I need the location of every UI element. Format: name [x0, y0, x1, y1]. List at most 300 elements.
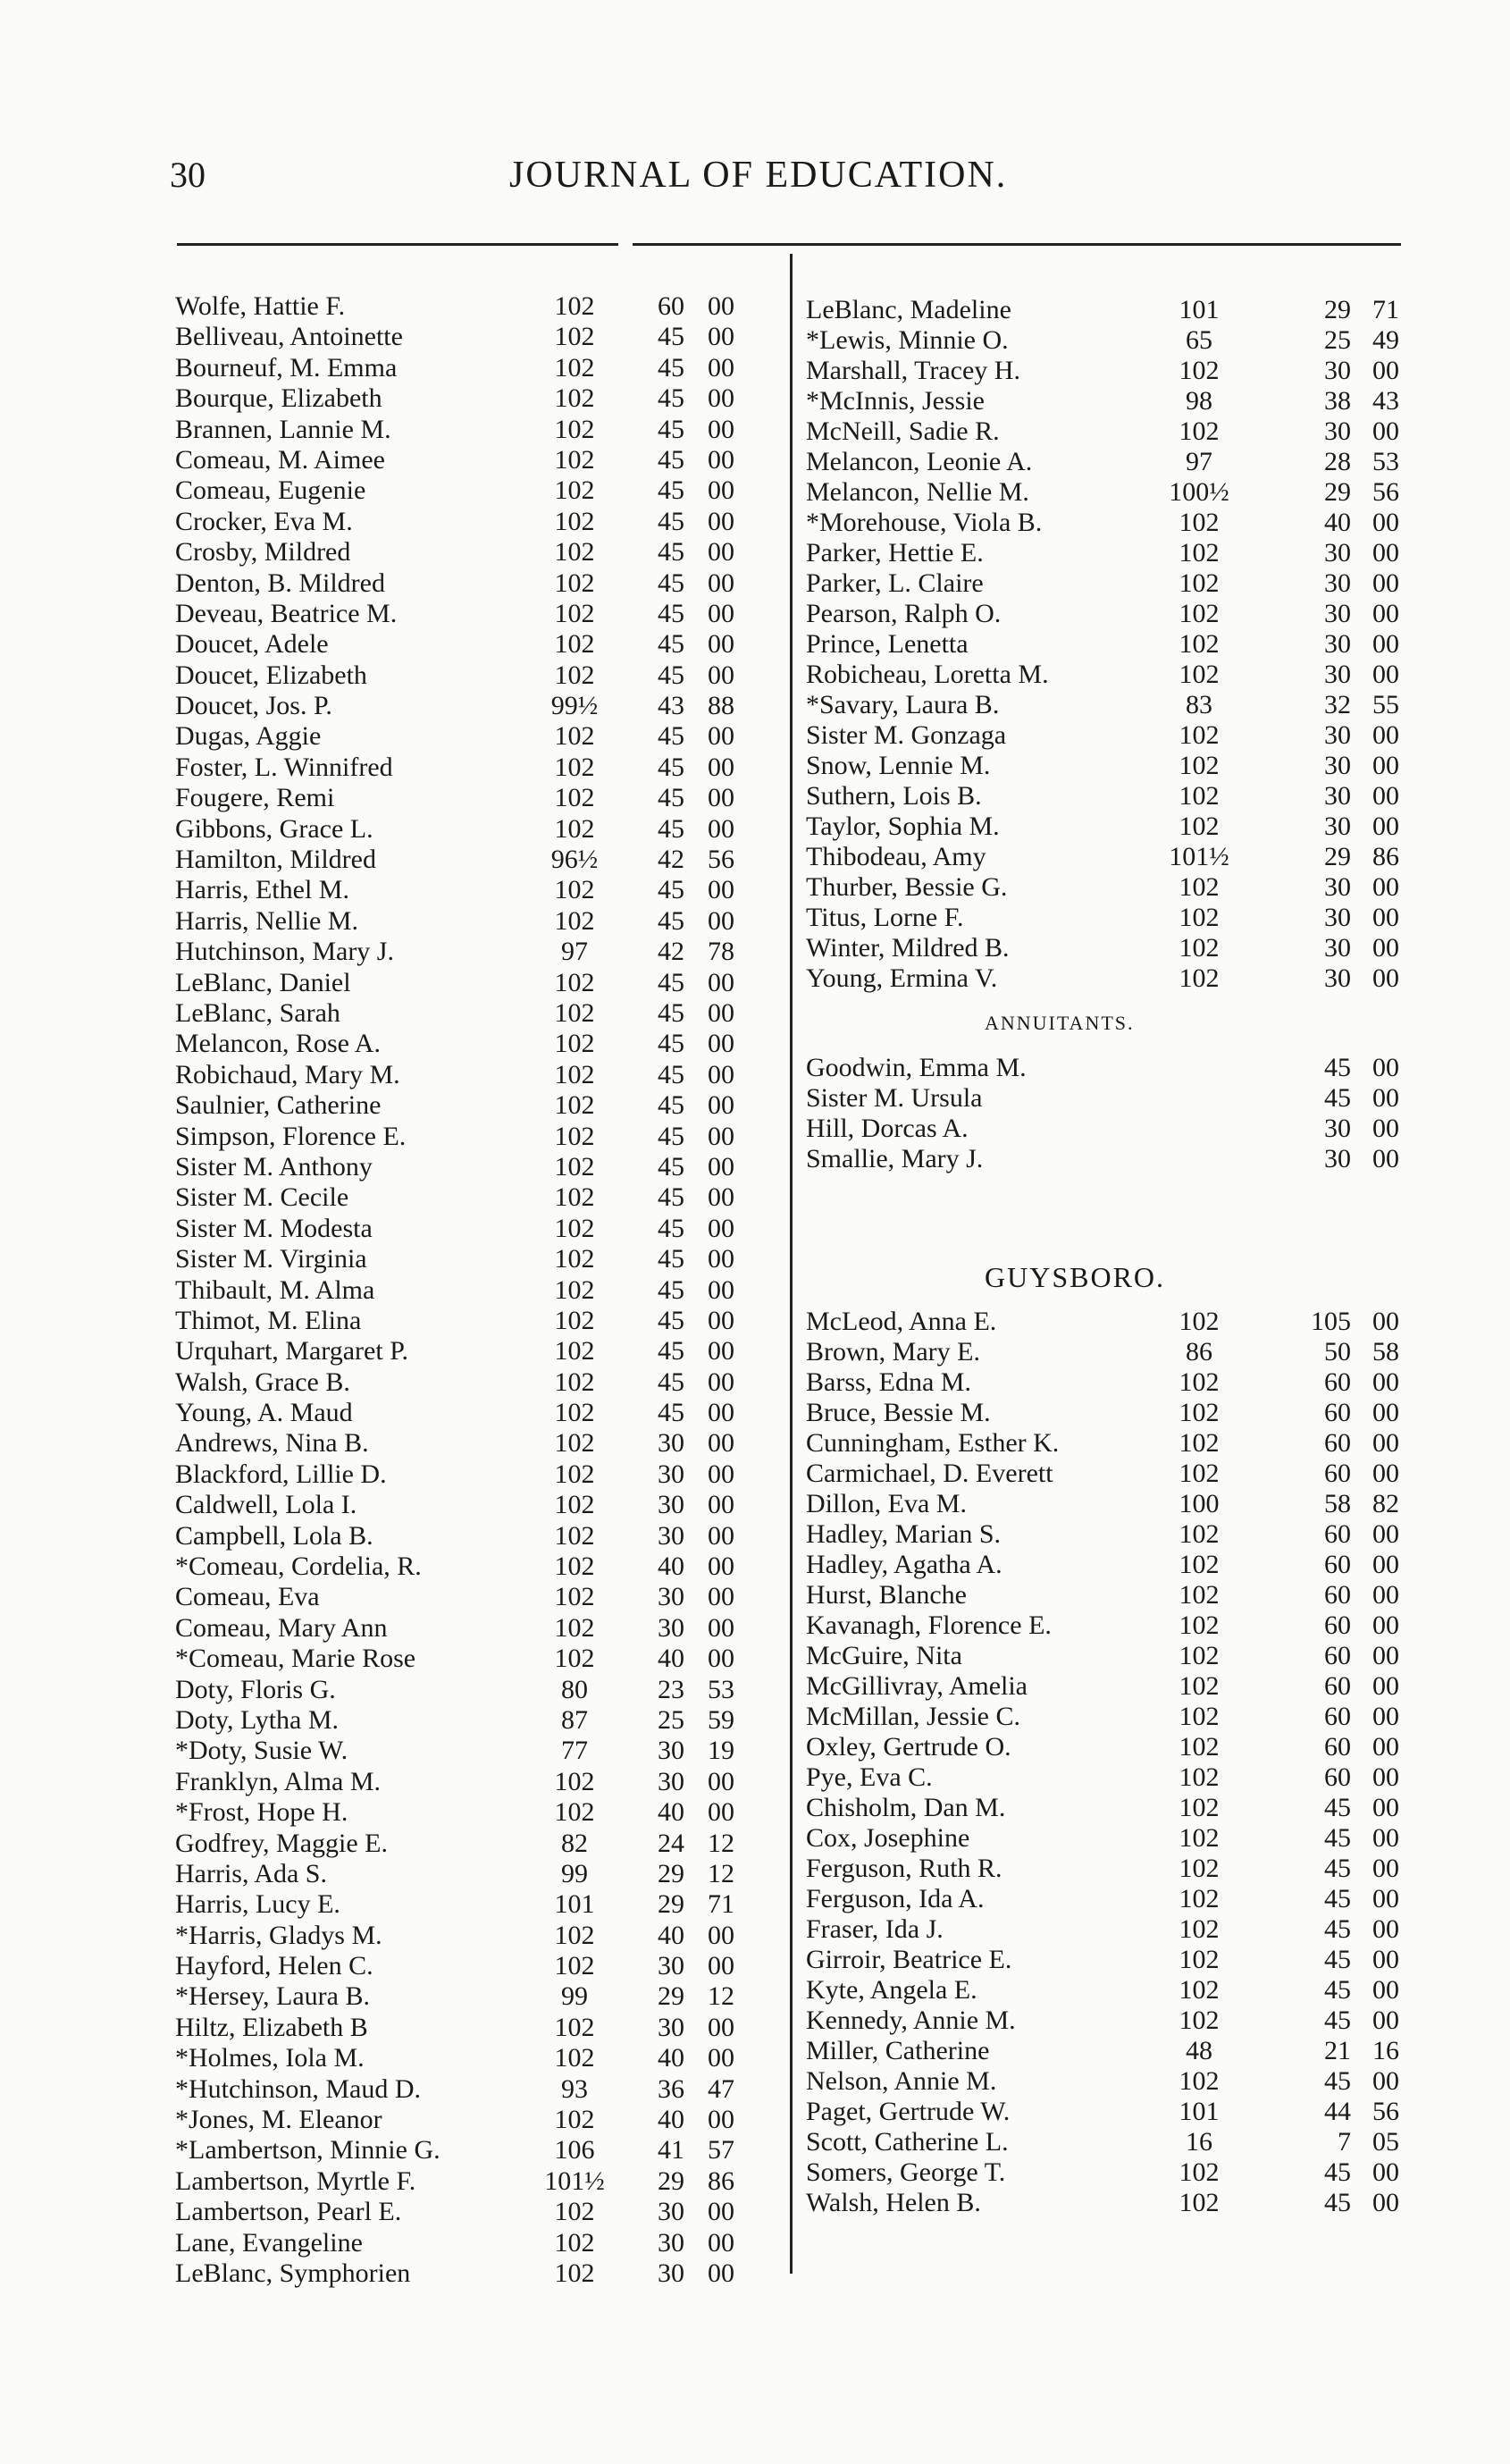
grant-dollars: 60: [658, 291, 684, 321]
teacher-name: Chisholm, Dan M.: [806, 1793, 1006, 1822]
teacher-row: [806, 1337, 1414, 1367]
grant-cents: 00: [1372, 1762, 1399, 1792]
grant-cents: 00: [1372, 1053, 1399, 1082]
grant-dollars: 45: [658, 322, 684, 352]
grant-dollars: 45: [658, 1182, 684, 1213]
days-taught: 102: [1179, 1580, 1220, 1610]
grant-dollars: 45: [658, 1398, 684, 1428]
teacher-name: *McInnis, Jessie: [806, 386, 985, 416]
teacher-name: Scott, Catherine L.: [806, 2127, 1009, 2157]
teacher-row: [175, 322, 772, 352]
teacher-name: LeBlanc, Daniel: [175, 967, 351, 997]
grant-cents: 00: [1372, 629, 1399, 659]
teacher-name: Pye, Eva C.: [806, 1762, 933, 1792]
grant-cents: 00: [708, 291, 734, 321]
teacher-name: Dugas, Aggie: [175, 721, 322, 752]
header-rule-right: [633, 243, 1401, 246]
grant-cents: 00: [1372, 1854, 1399, 1883]
grant-cents: 49: [1372, 325, 1399, 355]
grant-dollars: 105: [1311, 1307, 1351, 1336]
grant-cents: 00: [708, 1059, 734, 1089]
days-taught: 102: [554, 1552, 595, 1582]
grant-cents: 00: [708, 1213, 734, 1243]
teacher-row: [175, 1889, 772, 1920]
teacher-name: Foster, L. Winnifred: [175, 752, 393, 782]
teacher-row: [806, 447, 1414, 477]
grant-dollars: 45: [658, 1090, 684, 1121]
grant-cents: 00: [1372, 1914, 1399, 1944]
teacher-row: [175, 814, 772, 845]
grant-cents: 00: [708, 2227, 734, 2258]
teacher-name: *Hutchinson, Maud D.: [175, 2073, 421, 2104]
grant-dollars: 42: [658, 845, 684, 875]
teacher-name: Kyte, Angela E.: [806, 1975, 977, 2005]
grant-cents: 00: [1372, 2188, 1399, 2217]
days-taught: 102: [1179, 1793, 1220, 1822]
teacher-name: Suthern, Lois B.: [806, 781, 982, 811]
days-taught: 102: [554, 1151, 595, 1182]
days-taught: 65: [1186, 325, 1212, 355]
teacher-row: [175, 875, 772, 905]
teacher-row: [806, 629, 1414, 660]
teacher-row: [806, 1762, 1414, 1793]
teacher-row: [175, 507, 772, 537]
teacher-name: Gibbons, Grace L.: [175, 813, 373, 844]
grant-cents: 00: [708, 2043, 734, 2073]
teacher-name: Wolfe, Hattie F.: [175, 291, 346, 321]
grant-dollars: 45: [658, 414, 684, 444]
grant-dollars: 45: [1324, 1945, 1351, 1974]
teacher-name: Fougere, Remi: [175, 783, 335, 813]
teacher-name: LeBlanc, Symphorien: [175, 2258, 411, 2288]
grant-dollars: 45: [658, 568, 684, 598]
days-taught: 102: [1179, 1459, 1220, 1488]
teacher-name: Ferguson, Ruth R.: [806, 1854, 1002, 1883]
days-taught: 101: [1179, 2097, 1220, 2126]
days-taught: 101½: [1169, 842, 1229, 871]
grant-dollars: 30: [1324, 599, 1351, 628]
grant-dollars: 60: [1324, 1519, 1351, 1549]
teacher-name: *Savary, Laura B.: [806, 690, 1000, 719]
days-taught: 102: [1179, 1671, 1220, 1701]
grant-cents: 00: [708, 444, 734, 475]
teacher-name: *Doty, Susie W.: [175, 1736, 348, 1766]
teacher-row: [175, 1829, 772, 1859]
grant-cents: 00: [708, 1582, 734, 1612]
grant-dollars: 60: [1324, 1732, 1351, 1762]
grant-cents: 00: [708, 813, 734, 844]
grant-dollars: 60: [1324, 1398, 1351, 1427]
teacher-row: [806, 568, 1414, 599]
grant-cents: 00: [708, 322, 734, 352]
grant-cents: 58: [1372, 1337, 1399, 1367]
grant-dollars: 45: [1324, 1793, 1351, 1822]
grant-cents: 00: [708, 1244, 734, 1274]
days-taught: 102: [1179, 720, 1220, 750]
teacher-row: [175, 445, 772, 475]
grant-cents: 00: [708, 2012, 734, 2042]
days-taught: 102: [1179, 781, 1220, 811]
grant-cents: 00: [708, 1552, 734, 1582]
teacher-name: Walsh, Helen B.: [806, 2188, 981, 2217]
grant-cents: 00: [1372, 1641, 1399, 1670]
days-taught: 102: [1179, 2188, 1220, 2217]
grant-dollars: 60: [1324, 1459, 1351, 1488]
grant-cents: 00: [708, 1920, 734, 1950]
grant-dollars: 45: [1324, 1083, 1351, 1113]
grant-dollars: 45: [658, 629, 684, 660]
grant-dollars: 45: [1324, 1975, 1351, 2005]
grant-cents: 00: [1372, 1144, 1399, 1173]
grant-cents: 00: [708, 1951, 734, 1981]
grant-cents: 00: [1372, 538, 1399, 568]
grant-cents: 00: [708, 1274, 734, 1305]
teacher-row: [175, 2166, 772, 2197]
grant-dollars: 45: [1324, 1053, 1351, 1082]
grant-cents: 71: [1372, 295, 1399, 324]
days-taught: 102: [554, 1582, 595, 1612]
teacher-name: Fraser, Ida J.: [806, 1914, 944, 1944]
days-taught: 102: [554, 1274, 595, 1305]
days-taught: 102: [554, 1490, 595, 1520]
days-taught: 102: [554, 1336, 595, 1367]
grant-dollars: 7: [1338, 2127, 1351, 2157]
grant-dollars: 45: [658, 1121, 684, 1151]
teacher-name: Campbell, Lola B.: [175, 1520, 373, 1551]
days-taught: 102: [554, 2043, 595, 2073]
grant-cents: 00: [1372, 2157, 1399, 2187]
teacher-name: Hiltz, Elizabeth B: [175, 2012, 368, 2042]
grant-dollars: 30: [658, 1428, 684, 1459]
teacher-name: Melancon, Nellie M.: [806, 477, 1029, 507]
teacher-row: [806, 2006, 1414, 2036]
days-taught: 102: [554, 783, 595, 813]
grant-cents: 47: [708, 2073, 734, 2104]
teacher-row: [806, 1398, 1414, 1428]
teacher-row: [806, 690, 1414, 720]
grant-dollars: 30: [1324, 933, 1351, 963]
teacher-name: Doucet, Adele: [175, 629, 329, 660]
grant-cents: 00: [1372, 508, 1399, 537]
days-taught: 102: [1179, 872, 1220, 902]
days-taught: 102: [554, 1428, 595, 1459]
teacher-name: Girroir, Beatrice E.: [806, 1945, 1012, 1974]
grant-dollars: 60: [1324, 1428, 1351, 1458]
teacher-name: Hamilton, Mildred: [175, 845, 376, 875]
days-taught: 102: [1179, 1884, 1220, 1913]
teacher-name: Comeau, Mary Ann: [175, 1612, 388, 1643]
grant-dollars: 29: [658, 1858, 684, 1888]
grant-dollars: 30: [1324, 660, 1351, 689]
days-taught: 102: [1179, 416, 1220, 446]
grant-cents: 00: [708, 2258, 734, 2288]
teacher-name: McGuire, Nita: [806, 1641, 962, 1670]
grant-cents: 00: [1372, 1732, 1399, 1762]
grant-dollars: 43: [658, 691, 684, 721]
teacher-row: [175, 1736, 772, 1766]
days-taught: 102: [1179, 356, 1220, 385]
teacher-name: Melancon, Leonie A.: [806, 447, 1033, 476]
days-taught: 102: [1179, 1641, 1220, 1670]
days-taught: 102: [554, 813, 595, 844]
teacher-row: [175, 1705, 772, 1736]
teacher-row: [175, 2043, 772, 2073]
grant-cents: 00: [1372, 416, 1399, 446]
grant-dollars: 60: [1324, 1367, 1351, 1397]
teacher-row: [175, 1428, 772, 1459]
days-taught: 102: [1179, 2006, 1220, 2035]
grant-cents: 55: [1372, 690, 1399, 719]
teacher-name: Saulnier, Catherine: [175, 1090, 382, 1121]
teacher-name: Carmichael, D. Everett: [806, 1459, 1053, 1488]
days-taught: 102: [554, 322, 595, 352]
days-taught: 100: [1179, 1489, 1220, 1518]
grant-cents: 00: [1372, 1307, 1399, 1336]
teacher-name: Pearson, Ralph O.: [806, 599, 1002, 628]
days-taught: 102: [1179, 1762, 1220, 1792]
teacher-name: Robicheau, Loretta M.: [806, 660, 1049, 689]
grant-cents: 00: [1372, 2066, 1399, 2096]
grant-cents: 88: [708, 691, 734, 721]
teacher-row: [175, 353, 772, 383]
teacher-row: [175, 845, 772, 875]
days-taught: 16: [1186, 2127, 1212, 2157]
grant-cents: 12: [708, 1981, 734, 2012]
teacher-row: [806, 1083, 1414, 1114]
teacher-row: [175, 2105, 772, 2135]
teacher-row: [175, 1797, 772, 1828]
grant-dollars: 32: [1324, 690, 1351, 719]
grant-dollars: 29: [1324, 477, 1351, 507]
teacher-row: [175, 691, 772, 721]
teacher-name: Thimot, M. Elina: [175, 1305, 362, 1335]
teacher-name: Cunningham, Esther K.: [806, 1428, 1060, 1458]
grant-dollars: 60: [1324, 1580, 1351, 1610]
grant-cents: 05: [1372, 2127, 1399, 2157]
grant-cents: 00: [1372, 1083, 1399, 1113]
teacher-name: Ferguson, Ida A.: [806, 1884, 985, 1913]
teacher-row: [175, 599, 772, 629]
teacher-name: Hill, Dorcas A.: [806, 1114, 969, 1143]
days-taught: 102: [554, 444, 595, 475]
teacher-row: [806, 1428, 1414, 1459]
grant-dollars: 30: [1324, 872, 1351, 902]
days-taught: 102: [1179, 1732, 1220, 1762]
grant-cents: 86: [1372, 842, 1399, 871]
teacher-name: Marshall, Tracey H.: [806, 356, 1020, 385]
grant-cents: 00: [708, 660, 734, 690]
days-taught: 102: [554, 905, 595, 936]
days-taught: 102: [1179, 751, 1220, 780]
grant-dollars: 45: [658, 1336, 684, 1367]
grant-dollars: 24: [658, 1828, 684, 1858]
teacher-row: [175, 1582, 772, 1612]
grant-cents: 53: [1372, 447, 1399, 476]
grant-dollars: 45: [658, 660, 684, 690]
teacher-name: Sister M. Anthony: [175, 1151, 373, 1182]
grant-cents: 00: [708, 352, 734, 383]
teacher-row: [806, 1671, 1414, 1702]
grant-cents: 00: [1372, 1610, 1399, 1640]
grant-dollars: 45: [658, 383, 684, 414]
grant-cents: 71: [708, 1889, 734, 1920]
days-taught: 102: [1179, 1823, 1220, 1853]
grant-dollars: 60: [1324, 1671, 1351, 1701]
days-taught: 101: [1179, 295, 1220, 324]
grant-cents: 00: [708, 905, 734, 936]
teacher-name: Barss, Edna M.: [806, 1367, 971, 1397]
days-taught: 102: [554, 721, 595, 752]
teacher-name: Franklyn, Alma M.: [175, 1766, 381, 1796]
grant-cents: 00: [708, 752, 734, 782]
grant-dollars: 45: [658, 1305, 684, 1335]
grant-cents: 12: [708, 1858, 734, 1888]
teacher-row: [806, 1489, 1414, 1519]
teacher-name: Caldwell, Lola I.: [175, 1490, 357, 1520]
column-divider: [790, 254, 793, 2274]
days-taught: 102: [554, 1920, 595, 1950]
days-taught: 102: [554, 875, 595, 905]
grant-dollars: 30: [1324, 416, 1351, 446]
teacher-name: McNeill, Sadie R.: [806, 416, 1000, 446]
days-taught: 102: [554, 1182, 595, 1213]
grant-cents: 00: [708, 967, 734, 997]
grant-dollars: 30: [658, 2012, 684, 2042]
teacher-name: *Morehouse, Viola B.: [806, 508, 1043, 537]
grant-cents: 00: [1372, 1367, 1399, 1397]
days-taught: 102: [554, 1244, 595, 1274]
days-taught: 102: [554, 752, 595, 782]
grant-cents: 00: [1372, 1550, 1399, 1579]
grant-dollars: 45: [658, 721, 684, 752]
teacher-name: Taylor, Sophia M.: [806, 812, 1000, 841]
grant-dollars: 30: [658, 1459, 684, 1489]
teacher-name: Lambertson, Pearl E.: [175, 2197, 402, 2227]
guysboro-heading: GUYSBORO.: [985, 1261, 1166, 1293]
grant-cents: 00: [708, 598, 734, 628]
days-taught: 102: [1179, 903, 1220, 932]
days-taught: 102: [1179, 1914, 1220, 1944]
days-taught: 102: [554, 1367, 595, 1397]
teacher-name: Walsh, Grace B.: [175, 1367, 350, 1397]
grant-cents: 00: [1372, 1945, 1399, 1974]
teacher-row: [175, 1675, 772, 1705]
teacher-name: Sister M. Cecile: [175, 1182, 349, 1213]
teacher-row: [175, 1859, 772, 1889]
teacher-name: LeBlanc, Madeline: [806, 295, 1011, 324]
teacher-name: Doty, Floris G.: [175, 1674, 336, 1704]
grant-cents: 56: [1372, 2097, 1399, 2126]
grant-dollars: 30: [1324, 568, 1351, 598]
days-taught: 102: [1179, 1428, 1220, 1458]
teacher-row: [806, 933, 1414, 963]
days-taught: 102: [1179, 508, 1220, 537]
grant-cents: 00: [1372, 568, 1399, 598]
teacher-name: Lane, Evangeline: [175, 2227, 363, 2258]
teacher-name: Comeau, Eva: [175, 1582, 320, 1612]
grant-cents: 00: [1372, 872, 1399, 902]
grant-dollars: 45: [1324, 1884, 1351, 1913]
teacher-row: [175, 968, 772, 998]
grant-dollars: 45: [658, 1029, 684, 1059]
grant-cents: 00: [708, 568, 734, 598]
teacher-row: [175, 1767, 772, 1797]
teacher-name: Young, A. Maud: [175, 1398, 353, 1428]
grant-dollars: 30: [1324, 629, 1351, 659]
days-taught: 102: [1179, 568, 1220, 598]
grant-dollars: 45: [658, 1244, 684, 1274]
teacher-name: Brown, Mary E.: [806, 1337, 980, 1367]
grant-dollars: 45: [658, 1059, 684, 1089]
grant-cents: 00: [708, 1766, 734, 1796]
grant-dollars: 60: [1324, 1610, 1351, 1640]
grant-cents: 00: [1372, 963, 1399, 993]
grant-dollars: 30: [658, 2197, 684, 2227]
teacher-row: [806, 1550, 1414, 1580]
days-taught: 102: [1179, 629, 1220, 659]
grant-dollars: 29: [1324, 295, 1351, 324]
days-taught: 102: [554, 1121, 595, 1151]
teacher-row: [175, 937, 772, 967]
grant-dollars: 45: [1324, 2188, 1351, 2217]
grant-dollars: 45: [1324, 1914, 1351, 1944]
days-taught: 98: [1186, 386, 1212, 416]
grant-cents: 86: [708, 2165, 734, 2196]
teacher-name: *Hersey, Laura B.: [175, 1981, 370, 2012]
days-taught: 102: [554, 2258, 595, 2288]
teacher-name: Young, Ermina V.: [806, 963, 998, 993]
grant-cents: 00: [1372, 2006, 1399, 2035]
days-taught: 96½: [550, 845, 599, 875]
grant-dollars: 30: [1324, 1144, 1351, 1173]
teacher-name: Sister M. Virginia: [175, 1244, 367, 1274]
grant-dollars: 30: [1324, 903, 1351, 932]
grant-cents: 00: [1372, 903, 1399, 932]
days-taught: 100½: [1169, 477, 1229, 507]
teacher-row: [806, 963, 1414, 994]
teacher-row: [175, 2135, 772, 2165]
grant-cents: 00: [708, 414, 734, 444]
right-column-rows: [806, 295, 1414, 994]
grant-cents: 00: [1372, 720, 1399, 750]
teacher-row: [175, 1552, 772, 1582]
grant-cents: 00: [1372, 1793, 1399, 1822]
teacher-row: [175, 1152, 772, 1182]
grant-dollars: 23: [658, 1674, 684, 1704]
grant-dollars: 30: [658, 1766, 684, 1796]
teacher-name: Hadley, Agatha A.: [806, 1550, 1002, 1579]
days-taught: 102: [554, 660, 595, 690]
teacher-name: Urquhart, Margaret P.: [175, 1336, 409, 1367]
teacher-row: [175, 475, 772, 506]
grant-dollars: 45: [658, 1151, 684, 1182]
teacher-name: Harris, Ada S.: [175, 1858, 327, 1888]
teacher-name: Andrews, Nina B.: [175, 1428, 369, 1459]
grant-dollars: 30: [658, 1582, 684, 1612]
teacher-name: Lambertson, Myrtle F.: [175, 2165, 416, 2196]
grant-cents: 82: [1372, 1489, 1399, 1518]
teacher-name: Paget, Gertrude W.: [806, 2097, 1011, 2126]
grant-dollars: 45: [658, 352, 684, 383]
teacher-row: [806, 2066, 1414, 2097]
teacher-name: Somers, George T.: [806, 2157, 1006, 2187]
grant-dollars: 29: [658, 1889, 684, 1920]
teacher-name: LeBlanc, Sarah: [175, 997, 340, 1028]
teacher-row: [175, 629, 772, 660]
grant-cents: 00: [1372, 1975, 1399, 2005]
grant-cents: 00: [1372, 812, 1399, 841]
teacher-row: [175, 2258, 772, 2289]
